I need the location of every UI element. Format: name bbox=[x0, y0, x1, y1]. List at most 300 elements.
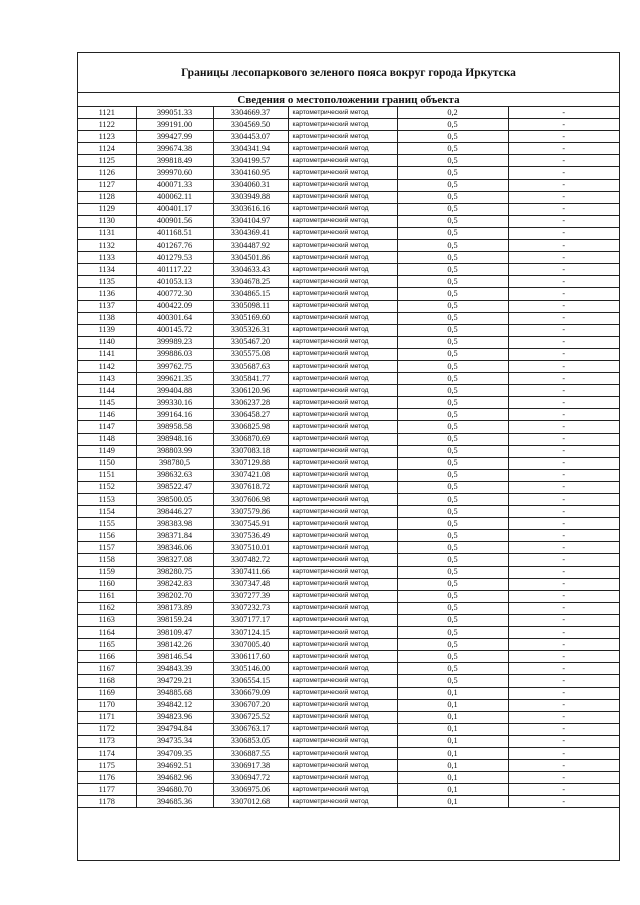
y-coordinate-cell: 3306679.09 bbox=[213, 687, 288, 699]
x-coordinate-cell: 398346.06 bbox=[136, 542, 213, 554]
description-cell: - bbox=[508, 639, 619, 651]
method-cell: картометрический метод bbox=[288, 348, 397, 360]
description-cell: - bbox=[508, 651, 619, 663]
method-cell: картометрический метод bbox=[288, 336, 397, 348]
method-cell: картометрический метод bbox=[288, 614, 397, 626]
method-cell: картометрический метод bbox=[288, 143, 397, 155]
description-cell: - bbox=[508, 288, 619, 300]
y-coordinate-cell: 3304453.07 bbox=[213, 131, 288, 143]
method-cell: картометрический метод bbox=[288, 433, 397, 445]
description-cell: - bbox=[508, 481, 619, 493]
accuracy-cell: 0,5 bbox=[397, 227, 508, 239]
point-number-cell: 1122 bbox=[78, 119, 136, 131]
x-coordinate-cell: 401117.22 bbox=[136, 264, 213, 276]
table-row bbox=[78, 554, 619, 566]
description-cell: - bbox=[508, 796, 619, 808]
x-coordinate-cell: 394680.70 bbox=[136, 784, 213, 796]
description-cell: - bbox=[508, 203, 619, 215]
description-cell: - bbox=[508, 312, 619, 324]
method-cell: картометрический метод bbox=[288, 179, 397, 191]
x-coordinate-cell: 398803.99 bbox=[136, 445, 213, 457]
x-coordinate-cell: 400071.33 bbox=[136, 179, 213, 191]
accuracy-cell: 0,5 bbox=[397, 566, 508, 578]
point-number-cell: 1123 bbox=[78, 131, 136, 143]
y-coordinate-cell: 3305169.60 bbox=[213, 312, 288, 324]
description-cell: - bbox=[508, 373, 619, 385]
y-coordinate-cell: 3307606.98 bbox=[213, 494, 288, 506]
point-number-cell: 1163 bbox=[78, 614, 136, 626]
method-cell: картометрический метод bbox=[288, 590, 397, 602]
y-coordinate-cell: 3305687.63 bbox=[213, 360, 288, 372]
accuracy-cell: 0,5 bbox=[397, 252, 508, 264]
table-row bbox=[78, 494, 619, 506]
y-coordinate-cell: 3307545.91 bbox=[213, 518, 288, 530]
table-row bbox=[78, 687, 619, 699]
x-coordinate-cell: 400062.11 bbox=[136, 191, 213, 203]
description-cell: - bbox=[508, 397, 619, 409]
description-cell: - bbox=[508, 518, 619, 530]
point-number-cell: 1169 bbox=[78, 687, 136, 699]
y-coordinate-cell: 3307536.49 bbox=[213, 530, 288, 542]
method-cell: картометрический метод bbox=[288, 639, 397, 651]
point-number-cell: 1155 bbox=[78, 518, 136, 530]
description-cell: - bbox=[508, 627, 619, 639]
table-row bbox=[78, 481, 619, 493]
point-number-cell: 1131 bbox=[78, 227, 136, 239]
y-coordinate-cell: 3306725.52 bbox=[213, 711, 288, 723]
description-cell: - bbox=[508, 663, 619, 675]
method-cell: картометрический метод bbox=[288, 445, 397, 457]
description-cell: - bbox=[508, 554, 619, 566]
accuracy-cell: 0,5 bbox=[397, 494, 508, 506]
y-coordinate-cell: 3304487.92 bbox=[213, 240, 288, 252]
method-cell: картометрический метод bbox=[288, 155, 397, 167]
description-cell: - bbox=[508, 735, 619, 747]
method-cell: картометрический метод bbox=[288, 735, 397, 747]
point-number-cell: 1135 bbox=[78, 276, 136, 288]
y-coordinate-cell: 3306120.96 bbox=[213, 385, 288, 397]
table-row bbox=[78, 409, 619, 421]
method-cell: картометрический метод bbox=[288, 167, 397, 179]
accuracy-cell: 0,5 bbox=[397, 179, 508, 191]
x-coordinate-cell: 400772.30 bbox=[136, 288, 213, 300]
point-number-cell: 1126 bbox=[78, 167, 136, 179]
accuracy-cell: 0,2 bbox=[397, 107, 508, 119]
table-row bbox=[78, 760, 619, 772]
point-number-cell: 1158 bbox=[78, 554, 136, 566]
x-coordinate-cell: 398948.16 bbox=[136, 433, 213, 445]
accuracy-cell: 0,5 bbox=[397, 518, 508, 530]
point-number-cell: 1130 bbox=[78, 215, 136, 227]
table-row bbox=[78, 179, 619, 191]
accuracy-cell: 0,5 bbox=[397, 348, 508, 360]
x-coordinate-cell: 399886.03 bbox=[136, 348, 213, 360]
point-number-cell: 1127 bbox=[78, 179, 136, 191]
method-cell: картометрический метод bbox=[288, 627, 397, 639]
y-coordinate-cell: 3307510.01 bbox=[213, 542, 288, 554]
accuracy-cell: 0,5 bbox=[397, 627, 508, 639]
point-number-cell: 1150 bbox=[78, 457, 136, 469]
description-cell: - bbox=[508, 506, 619, 518]
table-row bbox=[78, 784, 619, 796]
table-row bbox=[78, 143, 619, 155]
method-cell: картометрический метод bbox=[288, 312, 397, 324]
description-cell: - bbox=[508, 590, 619, 602]
method-cell: картометрический метод bbox=[288, 288, 397, 300]
point-number-cell: 1145 bbox=[78, 397, 136, 409]
method-cell: картометрический метод bbox=[288, 687, 397, 699]
x-coordinate-cell: 394794.84 bbox=[136, 723, 213, 735]
table-row bbox=[78, 663, 619, 675]
x-coordinate-cell: 400401.17 bbox=[136, 203, 213, 215]
accuracy-cell: 0,5 bbox=[397, 675, 508, 687]
accuracy-cell: 0,1 bbox=[397, 723, 508, 735]
coordinates-table-body bbox=[78, 107, 619, 808]
accuracy-cell: 0,5 bbox=[397, 215, 508, 227]
accuracy-cell: 0,5 bbox=[397, 191, 508, 203]
x-coordinate-cell: 401279.53 bbox=[136, 252, 213, 264]
table-row bbox=[78, 348, 619, 360]
table-row bbox=[78, 288, 619, 300]
y-coordinate-cell: 3304633.43 bbox=[213, 264, 288, 276]
table-row bbox=[78, 699, 619, 711]
y-coordinate-cell: 3307421.08 bbox=[213, 469, 288, 481]
x-coordinate-cell: 398202.70 bbox=[136, 590, 213, 602]
table-row bbox=[78, 772, 619, 784]
y-coordinate-cell: 3304060.31 bbox=[213, 179, 288, 191]
method-cell: картометрический метод bbox=[288, 457, 397, 469]
table-row bbox=[78, 264, 619, 276]
x-coordinate-cell: 399674.38 bbox=[136, 143, 213, 155]
table-row bbox=[78, 324, 619, 336]
point-number-cell: 1159 bbox=[78, 566, 136, 578]
description-cell: - bbox=[508, 409, 619, 421]
y-coordinate-cell: 3304865.15 bbox=[213, 288, 288, 300]
accuracy-cell: 0,5 bbox=[397, 481, 508, 493]
y-coordinate-cell: 3304569.50 bbox=[213, 119, 288, 131]
point-number-cell: 1173 bbox=[78, 735, 136, 747]
accuracy-cell: 0,5 bbox=[397, 590, 508, 602]
page-title: Границы лесопаркового зеленого пояса вокруг города Иркутска bbox=[78, 53, 619, 93]
accuracy-cell: 0,5 bbox=[397, 409, 508, 421]
x-coordinate-cell: 401053.13 bbox=[136, 276, 213, 288]
description-cell: - bbox=[508, 324, 619, 336]
y-coordinate-cell: 3307124.15 bbox=[213, 627, 288, 639]
point-number-cell: 1166 bbox=[78, 651, 136, 663]
point-number-cell: 1152 bbox=[78, 481, 136, 493]
point-number-cell: 1156 bbox=[78, 530, 136, 542]
y-coordinate-cell: 3306237.28 bbox=[213, 397, 288, 409]
table-row bbox=[78, 203, 619, 215]
y-coordinate-cell: 3304160.95 bbox=[213, 167, 288, 179]
point-number-cell: 1160 bbox=[78, 578, 136, 590]
section-subtitle: Сведения о местоположении границ объекта bbox=[78, 93, 619, 107]
table-row bbox=[78, 276, 619, 288]
description-cell: - bbox=[508, 385, 619, 397]
method-cell: картометрический метод bbox=[288, 651, 397, 663]
method-cell: картометрический метод bbox=[288, 469, 397, 481]
table-row bbox=[78, 360, 619, 372]
accuracy-cell: 0,5 bbox=[397, 264, 508, 276]
y-coordinate-cell: 3304199.57 bbox=[213, 155, 288, 167]
accuracy-cell: 0,5 bbox=[397, 663, 508, 675]
y-coordinate-cell: 3305575.08 bbox=[213, 348, 288, 360]
table-row bbox=[78, 578, 619, 590]
x-coordinate-cell: 398500.05 bbox=[136, 494, 213, 506]
method-cell: картометрический метод bbox=[288, 675, 397, 687]
y-coordinate-cell: 3305326.31 bbox=[213, 324, 288, 336]
table-row bbox=[78, 155, 619, 167]
table-row bbox=[78, 639, 619, 651]
point-number-cell: 1141 bbox=[78, 348, 136, 360]
y-coordinate-cell: 3306975.06 bbox=[213, 784, 288, 796]
description-cell: - bbox=[508, 240, 619, 252]
y-coordinate-cell: 3306763.17 bbox=[213, 723, 288, 735]
point-number-cell: 1124 bbox=[78, 143, 136, 155]
x-coordinate-cell: 398632.63 bbox=[136, 469, 213, 481]
table-row bbox=[78, 530, 619, 542]
description-cell: - bbox=[508, 336, 619, 348]
x-coordinate-cell: 401168.51 bbox=[136, 227, 213, 239]
y-coordinate-cell: 3307277.39 bbox=[213, 590, 288, 602]
description-cell: - bbox=[508, 421, 619, 433]
method-cell: картометрический метод bbox=[288, 494, 397, 506]
x-coordinate-cell: 398109.47 bbox=[136, 627, 213, 639]
document-sheet bbox=[77, 52, 620, 861]
description-cell: - bbox=[508, 784, 619, 796]
method-cell: картометрический метод bbox=[288, 518, 397, 530]
table-row bbox=[78, 506, 619, 518]
accuracy-cell: 0,5 bbox=[397, 240, 508, 252]
accuracy-cell: 0,5 bbox=[397, 578, 508, 590]
table-row bbox=[78, 735, 619, 747]
point-number-cell: 1172 bbox=[78, 723, 136, 735]
method-cell: картометрический метод bbox=[288, 760, 397, 772]
method-cell: картометрический метод bbox=[288, 215, 397, 227]
table-row bbox=[78, 191, 619, 203]
point-number-cell: 1147 bbox=[78, 421, 136, 433]
method-cell: картометрический метод bbox=[288, 663, 397, 675]
accuracy-cell: 0,5 bbox=[397, 131, 508, 143]
coordinates-table bbox=[78, 107, 619, 808]
table-row bbox=[78, 119, 619, 131]
method-cell: картометрический метод bbox=[288, 252, 397, 264]
point-number-cell: 1170 bbox=[78, 699, 136, 711]
accuracy-cell: 0,5 bbox=[397, 336, 508, 348]
accuracy-cell: 0,1 bbox=[397, 735, 508, 747]
y-coordinate-cell: 3307005.40 bbox=[213, 639, 288, 651]
x-coordinate-cell: 398327.08 bbox=[136, 554, 213, 566]
table-row bbox=[78, 590, 619, 602]
y-coordinate-cell: 3304369.41 bbox=[213, 227, 288, 239]
description-cell: - bbox=[508, 264, 619, 276]
point-number-cell: 1136 bbox=[78, 288, 136, 300]
table-row bbox=[78, 675, 619, 687]
description-cell: - bbox=[508, 675, 619, 687]
x-coordinate-cell: 398280.75 bbox=[136, 566, 213, 578]
y-coordinate-cell: 3306870.69 bbox=[213, 433, 288, 445]
description-cell: - bbox=[508, 711, 619, 723]
x-coordinate-cell: 394682.96 bbox=[136, 772, 213, 784]
x-coordinate-cell: 398383.98 bbox=[136, 518, 213, 530]
table-row bbox=[78, 614, 619, 626]
y-coordinate-cell: 3307232.73 bbox=[213, 602, 288, 614]
y-coordinate-cell: 3306117.60 bbox=[213, 651, 288, 663]
description-cell: - bbox=[508, 348, 619, 360]
description-cell: - bbox=[508, 433, 619, 445]
description-cell: - bbox=[508, 179, 619, 191]
accuracy-cell: 0,5 bbox=[397, 373, 508, 385]
table-row bbox=[78, 723, 619, 735]
x-coordinate-cell: 398371.84 bbox=[136, 530, 213, 542]
point-number-cell: 1148 bbox=[78, 433, 136, 445]
description-cell: - bbox=[508, 360, 619, 372]
table-row bbox=[78, 107, 619, 119]
table-row bbox=[78, 445, 619, 457]
y-coordinate-cell: 3307177.17 bbox=[213, 614, 288, 626]
accuracy-cell: 0,5 bbox=[397, 397, 508, 409]
table-row bbox=[78, 627, 619, 639]
accuracy-cell: 0,5 bbox=[397, 614, 508, 626]
x-coordinate-cell: 399330.16 bbox=[136, 397, 213, 409]
table-row bbox=[78, 566, 619, 578]
y-coordinate-cell: 3304501.86 bbox=[213, 252, 288, 264]
method-cell: картометрический метод bbox=[288, 796, 397, 808]
description-cell: - bbox=[508, 143, 619, 155]
table-row bbox=[78, 312, 619, 324]
y-coordinate-cell: 3307012.68 bbox=[213, 796, 288, 808]
x-coordinate-cell: 398173.89 bbox=[136, 602, 213, 614]
x-coordinate-cell: 398142.26 bbox=[136, 639, 213, 651]
description-cell: - bbox=[508, 772, 619, 784]
table-row bbox=[78, 215, 619, 227]
point-number-cell: 1171 bbox=[78, 711, 136, 723]
y-coordinate-cell: 3307347.48 bbox=[213, 578, 288, 590]
description-cell: - bbox=[508, 530, 619, 542]
point-number-cell: 1129 bbox=[78, 203, 136, 215]
description-cell: - bbox=[508, 747, 619, 759]
y-coordinate-cell: 3303949.88 bbox=[213, 191, 288, 203]
method-cell: картометрический метод bbox=[288, 711, 397, 723]
method-cell: картометрический метод bbox=[288, 784, 397, 796]
point-number-cell: 1139 bbox=[78, 324, 136, 336]
accuracy-cell: 0,5 bbox=[397, 554, 508, 566]
x-coordinate-cell: 399989.23 bbox=[136, 336, 213, 348]
accuracy-cell: 0,5 bbox=[397, 288, 508, 300]
table-row bbox=[78, 433, 619, 445]
y-coordinate-cell: 3307579.86 bbox=[213, 506, 288, 518]
y-coordinate-cell: 3307482.72 bbox=[213, 554, 288, 566]
point-number-cell: 1165 bbox=[78, 639, 136, 651]
table-row bbox=[78, 421, 619, 433]
x-coordinate-cell: 394685.36 bbox=[136, 796, 213, 808]
description-cell: - bbox=[508, 542, 619, 554]
point-number-cell: 1146 bbox=[78, 409, 136, 421]
table-row bbox=[78, 131, 619, 143]
point-number-cell: 1177 bbox=[78, 784, 136, 796]
y-coordinate-cell: 3306825.98 bbox=[213, 421, 288, 433]
point-number-cell: 1125 bbox=[78, 155, 136, 167]
method-cell: картометрический метод bbox=[288, 264, 397, 276]
description-cell: - bbox=[508, 215, 619, 227]
y-coordinate-cell: 3306853.05 bbox=[213, 735, 288, 747]
point-number-cell: 1121 bbox=[78, 107, 136, 119]
accuracy-cell: 0,5 bbox=[397, 602, 508, 614]
point-number-cell: 1174 bbox=[78, 747, 136, 759]
description-cell: - bbox=[508, 723, 619, 735]
description-cell: - bbox=[508, 167, 619, 179]
accuracy-cell: 0,1 bbox=[397, 760, 508, 772]
x-coordinate-cell: 394842.12 bbox=[136, 699, 213, 711]
x-coordinate-cell: 394885.68 bbox=[136, 687, 213, 699]
point-number-cell: 1157 bbox=[78, 542, 136, 554]
description-cell: - bbox=[508, 494, 619, 506]
description-cell: - bbox=[508, 457, 619, 469]
accuracy-cell: 0,5 bbox=[397, 385, 508, 397]
table-row bbox=[78, 469, 619, 481]
x-coordinate-cell: 398780,5 bbox=[136, 457, 213, 469]
point-number-cell: 1153 bbox=[78, 494, 136, 506]
accuracy-cell: 0,5 bbox=[397, 469, 508, 481]
y-coordinate-cell: 3307618.72 bbox=[213, 481, 288, 493]
method-cell: картометрический метод bbox=[288, 373, 397, 385]
point-number-cell: 1176 bbox=[78, 772, 136, 784]
accuracy-cell: 0,1 bbox=[397, 699, 508, 711]
y-coordinate-cell: 3303616.16 bbox=[213, 203, 288, 215]
accuracy-cell: 0,5 bbox=[397, 433, 508, 445]
method-cell: картометрический метод bbox=[288, 397, 397, 409]
x-coordinate-cell: 398242.83 bbox=[136, 578, 213, 590]
method-cell: картометрический метод bbox=[288, 602, 397, 614]
x-coordinate-cell: 400145.72 bbox=[136, 324, 213, 336]
x-coordinate-cell: 394823.96 bbox=[136, 711, 213, 723]
accuracy-cell: 0,5 bbox=[397, 300, 508, 312]
x-coordinate-cell: 394709.35 bbox=[136, 747, 213, 759]
y-coordinate-cell: 3305098.11 bbox=[213, 300, 288, 312]
point-number-cell: 1133 bbox=[78, 252, 136, 264]
table-row bbox=[78, 711, 619, 723]
point-number-cell: 1149 bbox=[78, 445, 136, 457]
x-coordinate-cell: 400301.64 bbox=[136, 312, 213, 324]
x-coordinate-cell: 399621.35 bbox=[136, 373, 213, 385]
description-cell: - bbox=[508, 300, 619, 312]
table-row bbox=[78, 167, 619, 179]
table-row bbox=[78, 373, 619, 385]
table-row bbox=[78, 300, 619, 312]
accuracy-cell: 0,5 bbox=[397, 542, 508, 554]
accuracy-cell: 0,1 bbox=[397, 747, 508, 759]
point-number-cell: 1178 bbox=[78, 796, 136, 808]
description-cell: - bbox=[508, 469, 619, 481]
y-coordinate-cell: 3305146.00 bbox=[213, 663, 288, 675]
accuracy-cell: 0,1 bbox=[397, 784, 508, 796]
x-coordinate-cell: 399051.33 bbox=[136, 107, 213, 119]
point-number-cell: 1138 bbox=[78, 312, 136, 324]
point-number-cell: 1144 bbox=[78, 385, 136, 397]
description-cell: - bbox=[508, 760, 619, 772]
point-number-cell: 1151 bbox=[78, 469, 136, 481]
x-coordinate-cell: 398159.24 bbox=[136, 614, 213, 626]
point-number-cell: 1140 bbox=[78, 336, 136, 348]
accuracy-cell: 0,5 bbox=[397, 119, 508, 131]
point-number-cell: 1167 bbox=[78, 663, 136, 675]
x-coordinate-cell: 401267.76 bbox=[136, 240, 213, 252]
accuracy-cell: 0,5 bbox=[397, 421, 508, 433]
accuracy-cell: 0,5 bbox=[397, 651, 508, 663]
method-cell: картометрический метод bbox=[288, 324, 397, 336]
accuracy-cell: 0,1 bbox=[397, 772, 508, 784]
x-coordinate-cell: 394729.21 bbox=[136, 675, 213, 687]
